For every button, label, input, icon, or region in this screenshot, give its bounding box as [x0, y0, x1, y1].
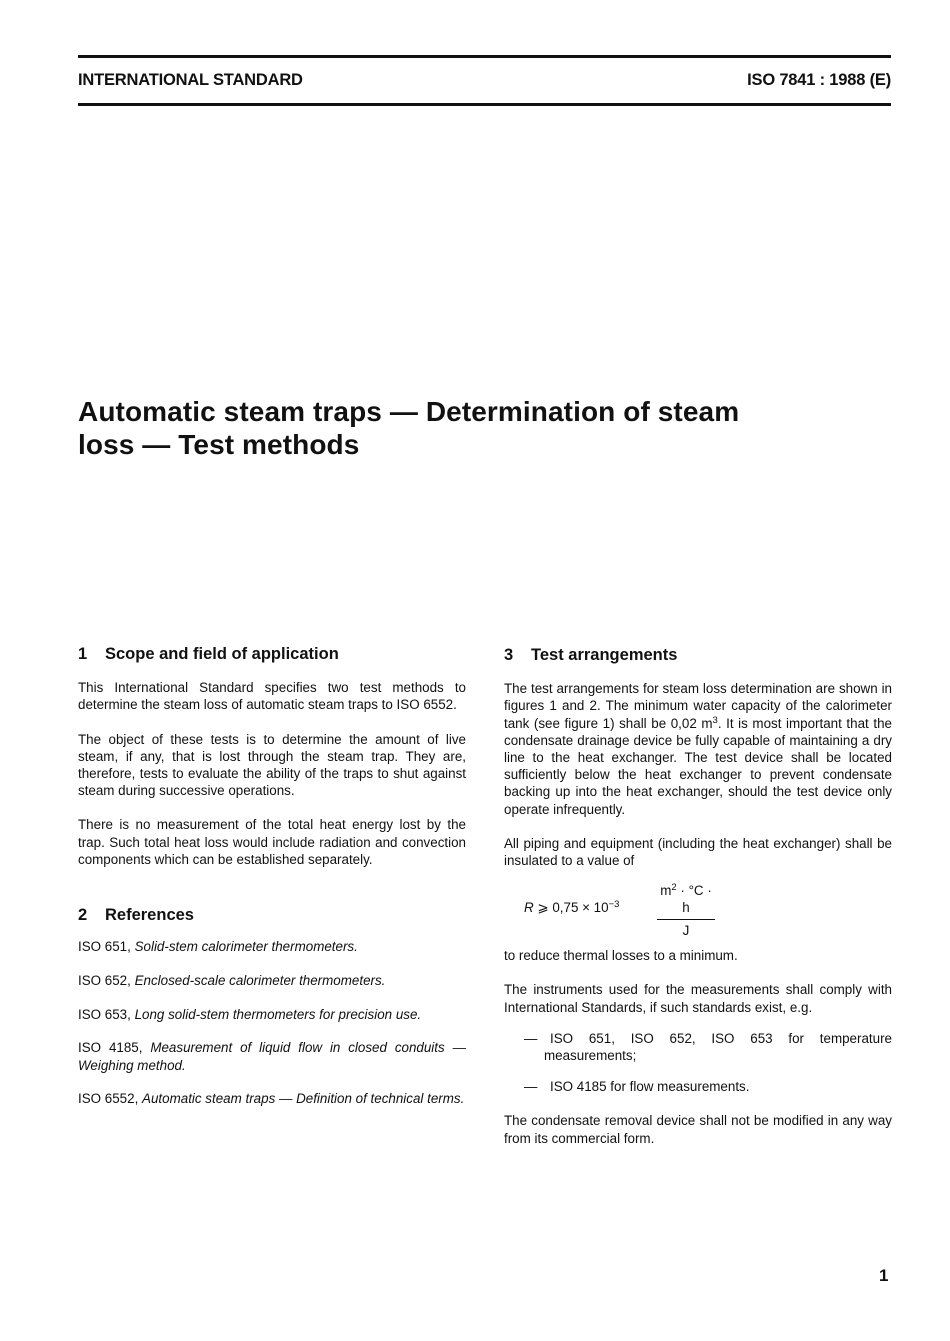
- reference-item: ISO 653, Long solid-stem thermometers for precision use.: [78, 1006, 422, 1022]
- standard-number: ISO 7841 : 1988 (E): [747, 71, 891, 89]
- section-number: 2: [78, 906, 88, 925]
- reference-item: ISO 651, Solid-stem calorimeter thermometers.: [78, 939, 358, 955]
- reference-item: ISO 652, Enclosed-scale calorimeter thermometers.: [78, 972, 386, 988]
- paragraph: The test arrangements for steam loss determination are shown in figures 1 and 2. The minimum water capacity of the calorimeter tank (see figure 1) shall be 0,02 $m^3$. It is most important that the condensate drainage device be fully capable of maintaining a dry line to the heat exchanger. The test device shall be located sufficiently below the heat exchanger to prevent condensate backing up into the heat exchanger, should the test device only operate infrequently.: [504, 681, 892, 817]
- formula-fraction: $\frac{m^2 \cdot ^\circ C \cdot h}{J}$: [657, 882, 715, 939]
- title-line-1: Automatic steam traps — Determination of steam: [78, 396, 740, 427]
- section-title: Test arrangements: [531, 646, 678, 664]
- document-type-label: INTERNATIONAL STANDARD: [78, 71, 303, 89]
- paragraph: This International Standard specifies two test methods to determine the steam loss of automatic steam traps to ISO 6552.: [78, 680, 466, 713]
- insulation-formula: R ⩾ $0,75 \times 10^{-3}$ $\frac{m^2 \cdot ^\circ C \cdot h}{J}$: [504, 879, 892, 939]
- section-number: 3: [504, 646, 514, 664]
- section-1-heading: [78, 646, 466, 663]
- header-top-rule: [78, 55, 891, 58]
- paragraph: to reduce thermal losses to a minimum.: [504, 948, 738, 964]
- page-number: 1: [879, 1266, 889, 1285]
- paragraph: The condensate removal device shall not be modified in any way from its commercial form.: [504, 1113, 892, 1146]
- paragraph: The object of these tests is to determine the amount of live steam, if any, that is lost through the steam trap. They are, therefore, tests to evaluate the ability of the traps to shut against steam during successive operations.: [78, 731, 466, 799]
- header-bottom-rule: [78, 103, 891, 106]
- section-3-heading: [504, 647, 892, 664]
- title-line-2: loss — Test methods: [78, 429, 360, 460]
- dash-bullet: —: [524, 1079, 538, 1095]
- list-item: — ISO 4185 for flow measurements.: [524, 1079, 750, 1095]
- reference-item: ISO 4185, Measurement of liquid flow in closed conduits — Weighing method.: [78, 1040, 466, 1073]
- left-column: [78, 646, 466, 1124]
- reference-item: ISO 6552, Automatic steam traps — Definition of technical terms.: [78, 1091, 465, 1107]
- paragraph: There is no measurement of the total heat energy lost by the trap. Such total heat loss would include radiation and convection components which can be established separately.: [78, 817, 466, 867]
- section-2-heading: [78, 907, 466, 924]
- paragraph: All piping and equipment (including the heat exchanger) shall be insulated to a value of: [504, 835, 892, 869]
- document-title: [78, 395, 739, 461]
- section-number: 1: [78, 645, 88, 663]
- list-item: — ISO 651, ISO 652, ISO 653 for temperature measurements;: [524, 1030, 892, 1064]
- section-title: References: [105, 906, 194, 925]
- right-column: [504, 647, 892, 1164]
- dash-bullet: —: [524, 1030, 538, 1046]
- section-title: Scope and field of application: [105, 645, 339, 663]
- paragraph: The instruments used for the measurements shall comply with International Standards, if such standards exist, e.g.: [504, 982, 892, 1015]
